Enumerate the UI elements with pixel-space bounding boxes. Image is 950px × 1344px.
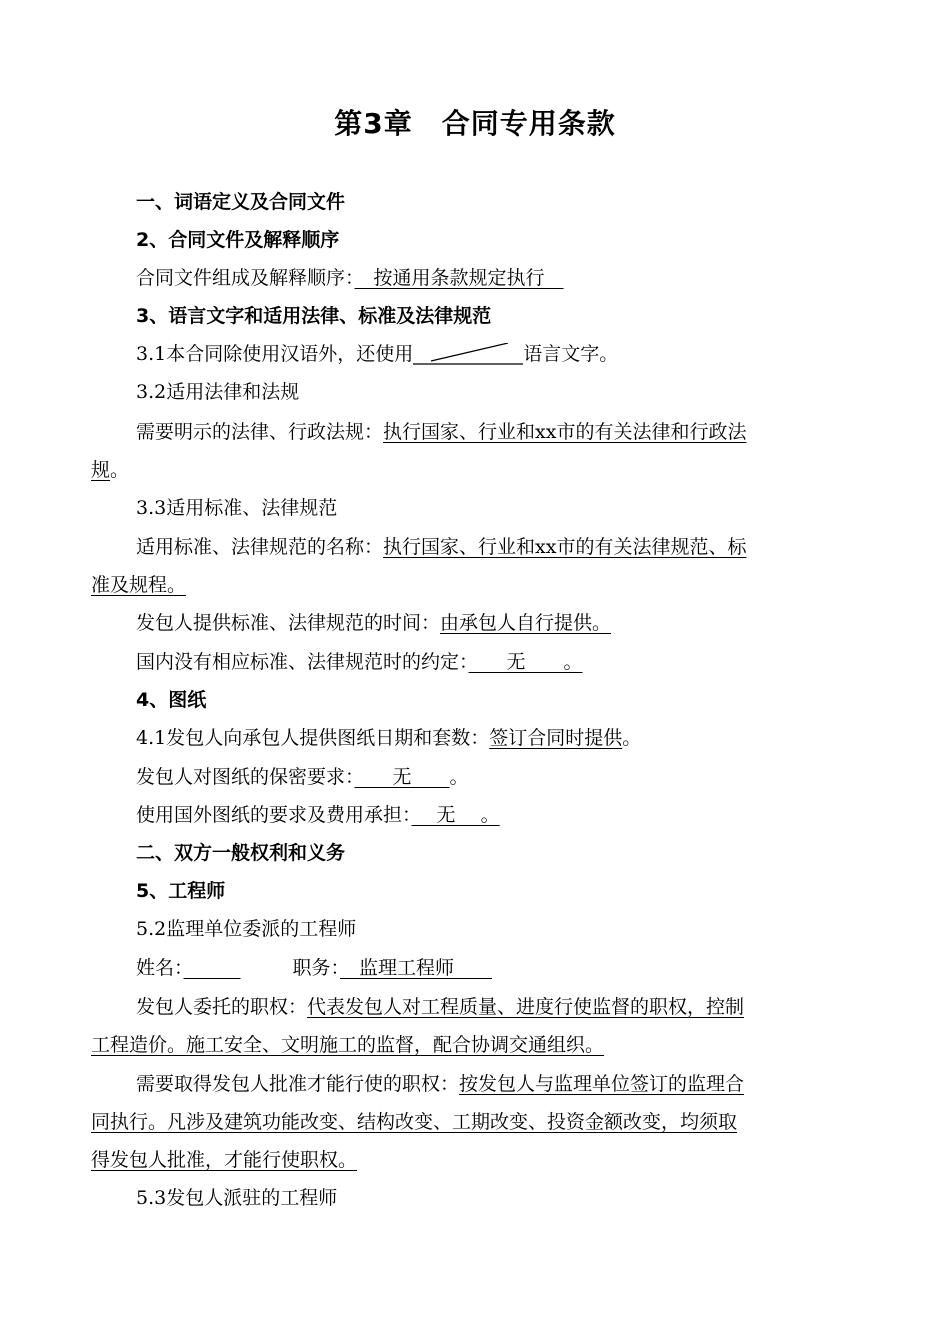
approval-value-1: 按发包人与监理单位签订的监理合 <box>459 1073 745 1095</box>
clause-4-1-label: 4.1发包人向承包人提供图纸日期和套数： <box>136 727 490 749</box>
secret-end: 。 <box>449 766 469 788</box>
auth-value-2: 工程造价。施工安全、文明施工的监督，配合协调交通组织。 <box>91 1034 605 1056</box>
order-value: 按通用条款规定执行 <box>354 267 564 289</box>
clause-2-heading: 2、合同文件及解释顺序 <box>136 229 340 251</box>
secret-line <box>136 765 469 789</box>
engineer-line <box>136 956 492 980</box>
std-label: 适用标准、法律规范的名称： <box>136 536 384 558</box>
clause-3-1-text: 3.1本合同除使用汉语外，还使用 <box>136 343 414 365</box>
order-line <box>136 266 564 290</box>
auth-line-2 <box>91 1033 604 1057</box>
clause-5-3-heading: 5.3发包人派驻的工程师 <box>136 1187 338 1209</box>
post-label: 职务： <box>292 957 341 979</box>
time-value: 由承包人自行提供。 <box>440 612 612 634</box>
auth-label: 发包人委托的职权： <box>136 996 308 1018</box>
approval-line-3 <box>91 1148 357 1172</box>
auth-line-1 <box>136 995 744 1019</box>
clause-5-heading: 5、工程师 <box>136 880 226 902</box>
section-2-heading: 二、双方一般权利和义务 <box>136 842 346 864</box>
foreign-value: 无 。 <box>411 804 500 826</box>
foreign-label: 使用国外图纸的要求及费用承担： <box>136 804 412 826</box>
post-value: 监理工程师 <box>340 957 493 979</box>
section-1-heading: 一、词语定义及合同文件 <box>136 191 346 213</box>
clause-3-heading: 3、语言文字和适用法律、标准及法律规范 <box>136 305 492 327</box>
approval-line-2 <box>91 1110 737 1134</box>
std-value-1: 执行国家、行业和xx市的有关法律规范、标 <box>383 536 747 558</box>
clause-4-heading: 4、图纸 <box>136 689 207 711</box>
none-value: 无 。 <box>468 651 583 673</box>
std-line-2 <box>91 573 186 597</box>
approval-line-1 <box>136 1072 744 1096</box>
secret-value: 无 <box>354 766 450 788</box>
approval-label: 需要取得发包人批准才能行使的职权： <box>136 1073 460 1095</box>
clause-4-1-line <box>136 726 641 750</box>
name-value <box>184 957 241 979</box>
law-line-2 <box>91 458 129 482</box>
std-value-2: 准及规程。 <box>91 574 187 596</box>
clause-3-3-heading: 3.3适用标准、法律规范 <box>136 497 338 519</box>
none-line <box>136 650 583 674</box>
clause-3-1-line <box>136 342 618 366</box>
approval-value-2: 同执行。凡涉及建筑功能改变、结构改变、工期改变、投资金额改变，均须取 <box>91 1111 738 1133</box>
clause-3-1-end: 语言文字。 <box>523 343 619 365</box>
law-value-1: 执行国家、行业和xx市的有关法律和行政法 <box>383 421 747 443</box>
clause-5-2-heading: 5.2监理单位委派的工程师 <box>136 918 357 940</box>
clause-3-2-heading: 3.2适用法律和法规 <box>136 381 300 403</box>
auth-value-1: 代表发包人对工程质量、进度行使监督的职权，控制 <box>307 996 745 1018</box>
foreign-line <box>136 803 500 827</box>
approval-value-3: 得发包人批准，才能行使职权。 <box>91 1149 358 1171</box>
law-end: 。 <box>110 459 130 481</box>
struck-out-blank <box>413 343 523 363</box>
chapter-title: 第3章 合同专用条款 <box>334 107 616 140</box>
law-value-2: 规 <box>91 459 111 481</box>
clause-4-1-value: 签订合同时提供 <box>489 727 623 749</box>
law-line-1 <box>136 420 746 444</box>
time-line <box>136 611 611 635</box>
none-label: 国内没有相应标准、法律规范时的约定： <box>136 651 469 673</box>
clause-4-1-end: 。 <box>622 727 642 749</box>
law-label: 需要明示的法律、行政法规： <box>136 421 384 443</box>
secret-label: 发包人对图纸的保密要求： <box>136 766 355 788</box>
order-label: 合同文件组成及解释顺序： <box>136 267 355 289</box>
time-label: 发包人提供标准、法律规范的时间： <box>136 612 441 634</box>
name-label: 姓名： <box>136 957 184 979</box>
std-line-1 <box>136 535 746 559</box>
